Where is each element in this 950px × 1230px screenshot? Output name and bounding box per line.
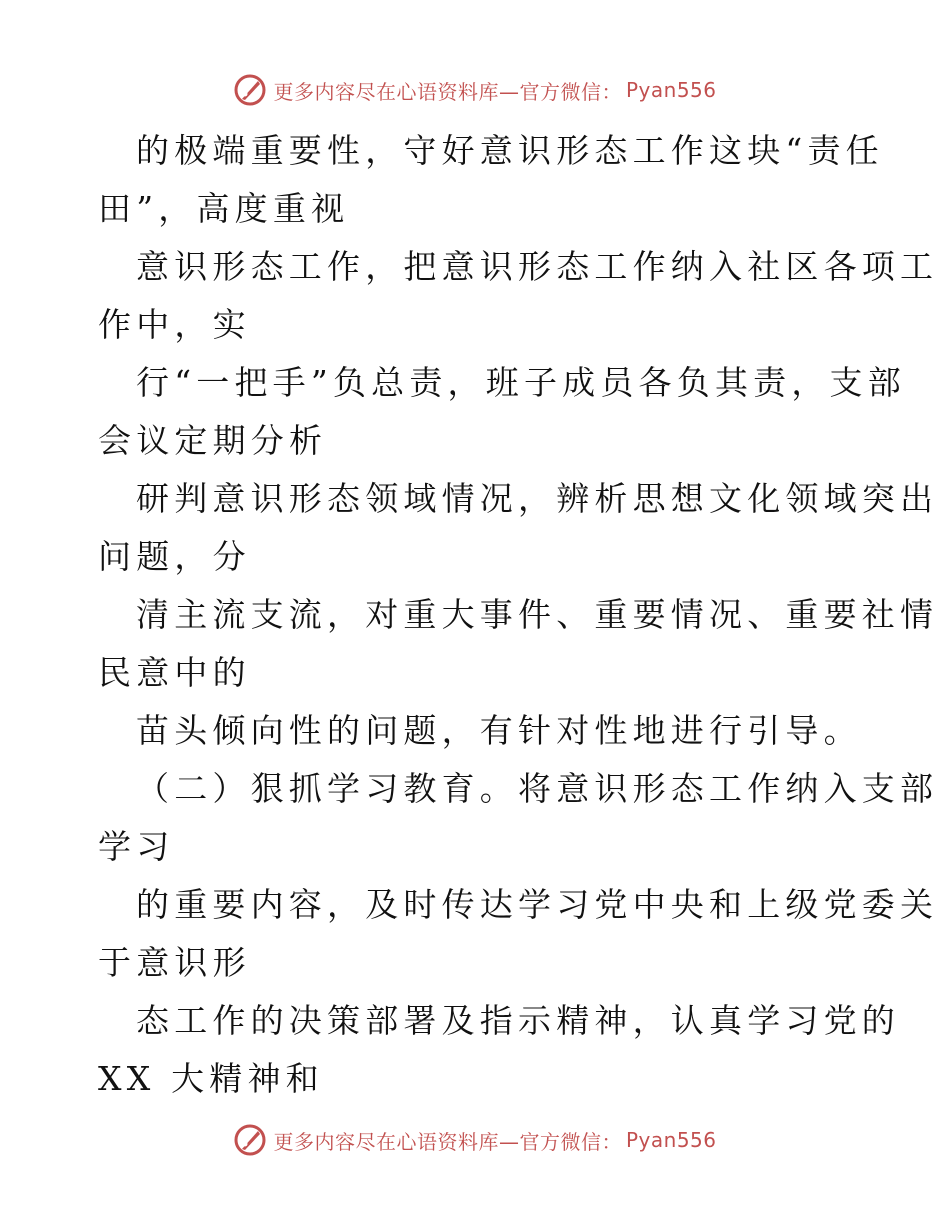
quill-logo-icon [233,73,267,107]
document-line: XX 大精神和 [98,1059,324,1098]
footer-wechat-id: Pyan556 [625,1128,717,1152]
footer-banner [0,1120,950,1160]
document-line: 意识形态工作，把意识形态工作纳入社区各项工 [136,247,939,286]
document-line: 田”，高度重视 [98,189,350,228]
header-banner [0,70,950,110]
document-line: 作中，实 [98,305,251,344]
document-body [98,122,939,1108]
document-line: 的极端重要性，守好意识形态工作这块“责任 [136,131,884,170]
document-line: 清主流支流，对重大事件、重要情况、重要社情 [136,595,939,634]
header-banner-text: 更多内容尽在心语资料库—官方微信： [273,79,622,104]
document-line: 的重要内容，及时传达学习党中央和上级党委关 [136,885,939,924]
document-line: 学习 [98,827,175,866]
document-line: 民意中的 [98,653,251,692]
document-line: 于意识形 [98,943,251,982]
document-line: 态工作的决策部署及指示精神，认真学习党的 [136,1001,900,1040]
document-line: 问题，分 [98,537,251,576]
document-line: 会议定期分析 [98,421,328,460]
document-line: 行“一把手”负总责，班子成员各负其责，支部 [136,363,906,402]
footer-banner-text: 更多内容尽在心语资料库—官方微信： [273,1129,622,1154]
header-wechat-id: Pyan556 [625,78,717,102]
document-line: 苗头倾向性的问题，有针对性地进行引导。 [136,711,862,750]
document-line: 研判意识形态领域情况，辨析思想文化领域突出 [136,479,939,518]
section-heading-line: （二）狠抓学习教育。将意识形态工作纳入支部 [136,769,939,808]
quill-logo-icon [233,1123,267,1157]
